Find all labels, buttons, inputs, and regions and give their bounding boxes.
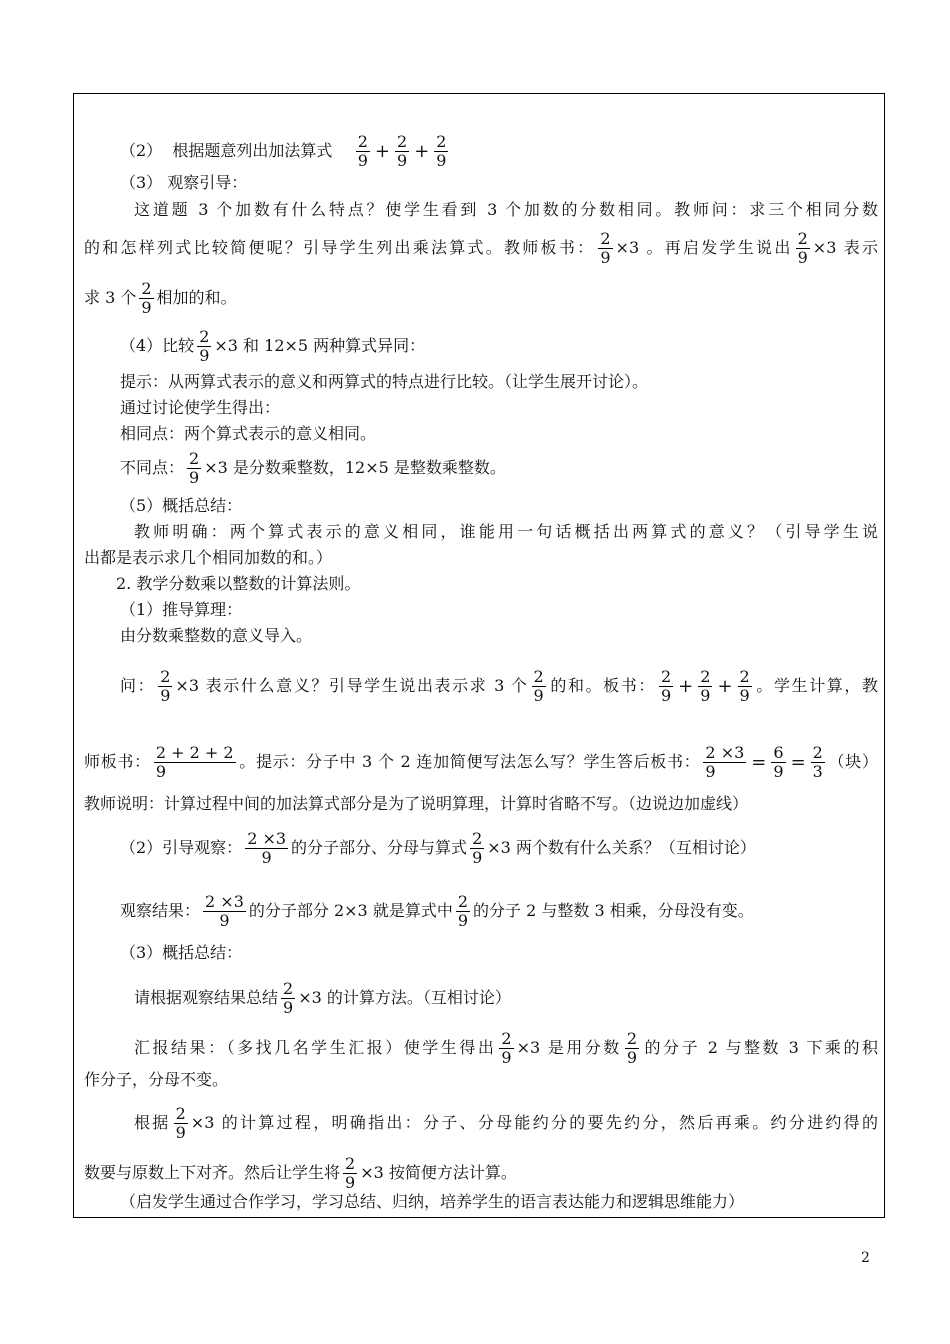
fraction: $\frac{2}{9}$ [283, 979, 294, 1017]
plus: + [717, 675, 733, 697]
text: ×3 表示 [812, 238, 878, 257]
text: ×3 和 12×5 两种算式异同： [214, 336, 426, 355]
page-number: 2 [861, 1250, 870, 1266]
fraction: $\frac{2}{9}$ [660, 667, 672, 705]
sub-step-2-line [120, 830, 756, 867]
text: 。提示：分子中 3 个 2 连加简便写法怎么写？学生答后板书： [238, 752, 701, 771]
fraction: $\frac{2}{9}$ [700, 667, 711, 705]
text: 的分子 2 与整数 3 相乘，分母没有变。 [473, 901, 754, 920]
fraction: $\frac{2}{9}$ [189, 449, 200, 487]
fraction: $\frac{2}{9}$ [797, 229, 808, 267]
fraction: $\frac{2 \times 3}{9}$ [705, 743, 745, 781]
text: 观察结果： [120, 901, 201, 920]
paragraph-line: 这道题 3 个加数有什么特点？使学生看到 3 个加数的分数相同。教师问：求三个相同分数 [134, 200, 878, 219]
section-2-heading: 2. 教学分数乘以整数的计算法则。 [116, 574, 361, 593]
paragraph-line: 出都是表示求几个相同加数的和。） [84, 548, 333, 567]
equals: = [790, 751, 806, 773]
step-2-line [120, 133, 451, 170]
text: （块） [827, 752, 878, 771]
paragraph-line [84, 280, 237, 317]
board-line [84, 744, 878, 781]
text: ×3 按简便方法计算。 [360, 1163, 517, 1182]
text: 不同点： [120, 458, 185, 477]
fraction: $\frac{2}{9}$ [175, 1104, 186, 1142]
report-line [134, 1030, 878, 1067]
text: ×3 两个数有什么关系？（互相讨论） [487, 838, 756, 857]
fraction: $\frac{2 + 2 + 2}{9}$ [155, 743, 234, 781]
fraction: $\frac{2}{3}$ [812, 743, 823, 781]
text: 师板书： [84, 752, 151, 771]
rule-line [84, 1155, 517, 1192]
text: 相加的和。 [156, 288, 237, 307]
text: ×3 的计算方法。（互相讨论） [298, 988, 511, 1007]
discussion-line: 通过讨论使学生得出： [120, 398, 281, 417]
fraction: $\frac{2}{9}$ [626, 1029, 638, 1067]
text: ×3 表示什么意义？引导学生说出表示求 3 个 [175, 676, 529, 695]
paragraph-line: 由分数乘整数的意义导入。 [120, 626, 313, 645]
text: （4）比较 [120, 336, 195, 355]
observation-line [120, 893, 754, 930]
question-line [120, 668, 878, 705]
same-point-line: 相同点：两个算式表示的意义相同。 [120, 424, 377, 443]
rule-line [134, 1105, 878, 1142]
fraction: $\frac{2}{9}$ [345, 1154, 356, 1192]
fraction: $\frac{2 \times 3}{9}$ [247, 829, 287, 867]
paragraph-line [84, 230, 878, 267]
fraction: $\frac{2}{9}$ [160, 667, 171, 705]
summary-line: （启发学生通过合作学习，学习总结、归纳，培养学生的语言表达能力和逻辑思维能力） [120, 1192, 745, 1211]
fraction: $\frac{2}{9}$ [457, 892, 469, 930]
fraction: $\frac{2}{9}$ [501, 1029, 512, 1067]
fraction: $\frac{2}{9}$ [600, 229, 611, 267]
text: 的分子部分 2×3 就是算式中 [248, 901, 453, 920]
ask-line [134, 980, 511, 1017]
fraction: $\frac{2}{9}$ [199, 327, 210, 365]
text: ×3 的计算过程，明确指出：分子、分母能约分的要先约分，然后再乘。约分进约得的 [190, 1113, 878, 1132]
text: 。学生计算，教 [754, 676, 878, 695]
hint-line: 提示：从两算式表示的意义和两算式的特点进行比较。（让学生展开讨论）。 [120, 372, 649, 391]
fraction: $\frac{2 \times 3}{9}$ [205, 892, 244, 930]
fraction: $\frac{2}{9}$ [141, 279, 152, 317]
plus: + [678, 675, 694, 697]
text: 的和怎样列式比较简便呢？引导学生列出乘法算式。教师板书： [84, 238, 596, 257]
step-5-heading: （5）概括总结： [120, 496, 243, 515]
step-text: 根据题意列出加法算式 [172, 141, 333, 160]
step-3-heading: （3） 观察引导： [120, 173, 248, 192]
fraction: $\frac{2}{9}$ [436, 132, 447, 170]
explanation-line: 教师说明：计算过程中间的加法算式部分是为了说明算理，计算时省略不写。（边说边加虚线） [84, 794, 749, 813]
step-4-line [120, 328, 425, 365]
fraction: $\frac{2}{9}$ [533, 667, 544, 705]
text: ×3 。再启发学生说出 [615, 238, 793, 257]
fraction: $\frac{2}{9}$ [357, 132, 368, 170]
fraction: $\frac{2}{9}$ [397, 132, 408, 170]
text: 的分子 2 与整数 3 下乘的积 [642, 1038, 878, 1057]
equals: = [751, 751, 767, 773]
plus: + [414, 140, 430, 162]
paragraph-line: 教师明确：两个算式表示的意义相同，谁能用一句话概括出两算式的意义？（引导学生说 [134, 522, 878, 541]
paragraph-line: 作分子，分母不变。 [84, 1070, 229, 1089]
fraction: $\frac{2}{9}$ [739, 667, 750, 705]
text: ×3 是用分数 [516, 1038, 622, 1057]
text: 汇报结果：（多找几名学生汇报）使学生得出 [134, 1038, 497, 1057]
sub-step-3-heading: （3）概括总结： [120, 943, 243, 962]
text: 请根据观察结果总结 [134, 988, 279, 1007]
difference-line [120, 450, 506, 487]
plus: + [374, 140, 390, 162]
text: 问： [120, 676, 156, 695]
step-label: （2） [120, 141, 163, 160]
sub-step-1-heading: （1）推导算理： [120, 600, 243, 619]
fraction: $\frac{6}{9}$ [773, 743, 784, 781]
text: 根据 [134, 1113, 171, 1132]
text: 求 3 个 [84, 288, 137, 307]
text: （2）引导观察： [120, 838, 243, 857]
text: 数要与原数上下对齐。然后让学生将 [84, 1163, 341, 1182]
text: ×3 是分数乘整数，12×5 是整数乘整数。 [204, 458, 506, 477]
fraction: $\frac{2}{9}$ [472, 829, 483, 867]
text: 的分子部分、分母与算式 [291, 838, 468, 857]
text: 的和。板书： [548, 676, 656, 695]
